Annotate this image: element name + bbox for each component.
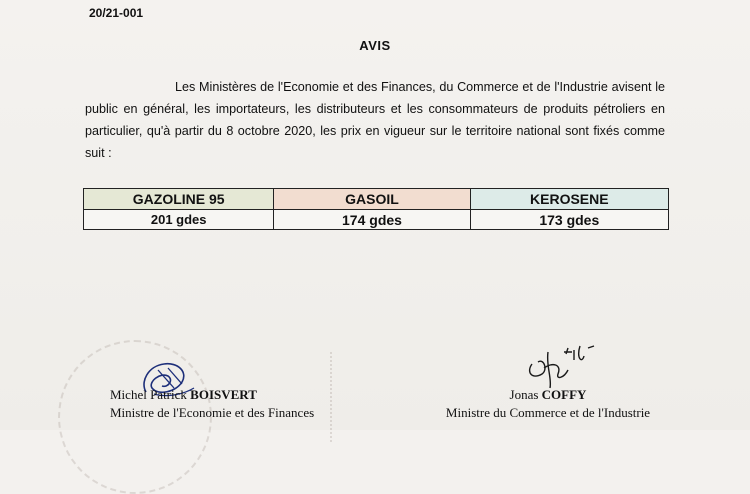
signatory-first-name: Michel Patrick [110, 387, 187, 402]
signatory-name [428, 386, 668, 404]
signatory-role: Ministre de l'Economie et des Finances [110, 405, 315, 420]
document-reference: 20/21-001 [89, 6, 144, 20]
signatory-surname: BOISVERT [190, 387, 257, 402]
signature-coffy-icon [522, 344, 602, 392]
faded-stamp-right [330, 352, 372, 442]
price-gazoline-95: 201 gdes [84, 210, 274, 230]
signatory-role: Ministre du Commerce et de l'Industrie [445, 405, 651, 420]
signatory-surname: COFFY [541, 387, 587, 402]
signatory-first-name: Jonas [509, 387, 539, 402]
document-title: AVIS [359, 38, 391, 53]
header-gasoil: GASOIL [274, 189, 470, 210]
signatory-coffy [428, 386, 668, 422]
header-kerosene: KEROSENE [470, 189, 668, 210]
signatory-boisvert [110, 386, 325, 422]
notice-body: Les Ministères de l'Economie et des Finances, du Commerce et de l'Industrie avisent le public en général, les importateurs, les distributeurs et les consommateurs de produits pétroliers en particulier, qu'à partir du 8 octobre 2020, les prix en vigueur sur le territoire national sont fixés comme suit : [85, 80, 665, 160]
price-table-value-row [84, 210, 669, 230]
price-gasoil: 174 gdes [274, 210, 470, 230]
header-gazoline-95: GAZOLINE 95 [84, 189, 274, 210]
price-kerosene: 173 gdes [470, 210, 668, 230]
price-table-header-row [84, 189, 669, 210]
signatory-name [110, 386, 325, 404]
fuel-price-table [83, 188, 669, 230]
